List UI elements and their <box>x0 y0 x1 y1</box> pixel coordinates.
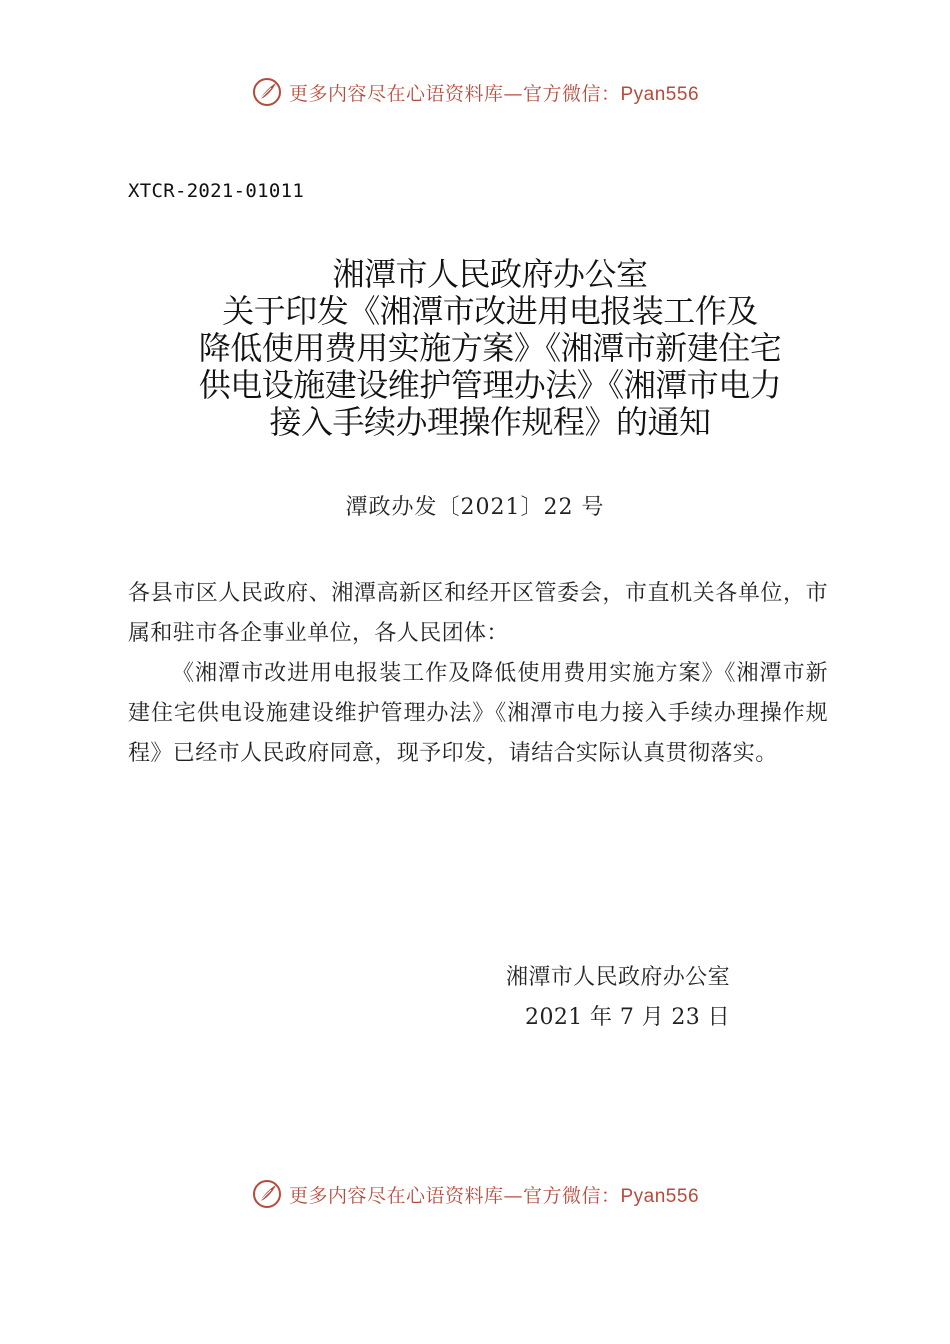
document-title <box>120 256 860 441</box>
signature-block <box>506 958 730 1038</box>
watermark-text: 更多内容尽在心语资料库—官方微信：Pyan556 <box>288 82 700 105</box>
salutation: 各县市区人民政府、湘潭高新区和经开区管委会，市直机关各单位，市属和驻市各企事业单位，各人民团体： <box>128 581 828 646</box>
issuing-office: 湘潭市人民政府办公室 <box>505 965 730 990</box>
watermark-text: 更多内容尽在心语资料库—官方微信：Pyan556 <box>288 1184 700 1207</box>
document-code: XTCR-2021-01011 <box>128 180 305 202</box>
watermark-banner-bottom <box>0 1174 950 1214</box>
feather-logo-icon <box>251 76 283 108</box>
feather-logo-icon <box>251 1178 283 1210</box>
document-body <box>128 574 828 774</box>
title-line: 降低使用费用实施方案》《湘潭市新建住宅 <box>198 329 782 367</box>
title-line: 接入手续办理操作规程》的通知 <box>269 403 711 441</box>
issue-date: 2021 年 7 月 23 日 <box>525 1005 730 1030</box>
watermark-banner-top <box>0 72 950 112</box>
title-line: 关于印发《湘潭市改进用电报装工作及 <box>222 292 758 330</box>
title-line: 湘潭市人民政府办公室 <box>332 255 648 293</box>
document-number: 潭政办发〔2021〕22 号 <box>345 495 605 520</box>
body-paragraph: 《湘潭市改进用电报装工作及降低使用费用实施方案》《湘潭市新建住宅供电设施建设维护管理办法》《湘潭市电力接入手续办理操作规程》已经市人民政府同意，现予印发，请结合实际认真贯彻落实。 <box>128 661 828 766</box>
title-line: 供电设施建设维护管理办法》《湘潭市电力 <box>198 366 782 404</box>
